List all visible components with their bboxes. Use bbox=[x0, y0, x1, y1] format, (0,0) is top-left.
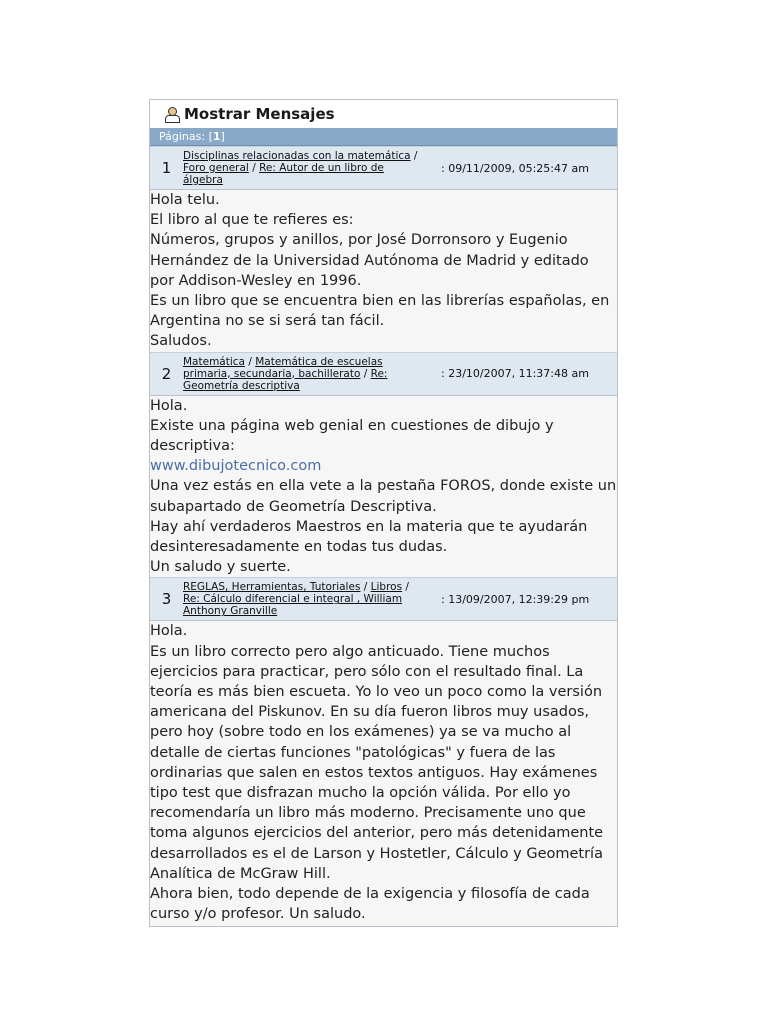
pagination-close: ] bbox=[220, 130, 225, 143]
post-date: : 09/11/2009, 05:25:47 am bbox=[441, 161, 589, 175]
post-header bbox=[150, 146, 617, 190]
post-line: Saludos. bbox=[150, 333, 212, 350]
pagination-label: Páginas: [ bbox=[159, 130, 213, 143]
breadcrumb-link-forum[interactable]: Foro general bbox=[183, 162, 249, 174]
post-line: Hola. bbox=[150, 623, 188, 640]
external-link[interactable]: www.dibujotecnico.com bbox=[150, 458, 322, 475]
post-date: : 13/09/2007, 12:39:29 pm bbox=[441, 592, 590, 606]
post-line: Es un libro que se encuentra bien en las librerías españolas, en Argentina no se si será tan fácil. bbox=[150, 293, 610, 330]
post-number: 1 bbox=[161, 159, 172, 177]
post-number: 3 bbox=[161, 590, 172, 609]
pagination-current-page[interactable]: 1 bbox=[212, 130, 221, 143]
post-number: 2 bbox=[161, 364, 172, 383]
breadcrumb-link-topic[interactable]: Re: Cálculo diferencial e integral , William Anthony Granville bbox=[183, 593, 403, 618]
post-line: Existe una página web genial en cuestiones de dibujo y descriptiva: bbox=[150, 417, 554, 455]
post-line: Hay ahí verdaderos Maestros en la materia que te ayudarán desinteresadamente en todas tus dudas. bbox=[150, 518, 588, 556]
post-breadcrumb: REGLAS, Herramientas, Tutoriales / Libros / Re: Cálculo diferencial e integral , William Anthony Granville bbox=[183, 581, 409, 618]
post-line: Ahora bien, todo depende de la exigencia y filosofía de cada curso y/o profesor. Un saludo. bbox=[150, 886, 590, 923]
breadcrumb-link-topic[interactable]: Re: Geometría descriptiva bbox=[183, 367, 388, 392]
user-icon bbox=[164, 106, 180, 122]
page-title: Mostrar Mensajes bbox=[184, 105, 335, 123]
post-breadcrumb: Matemática / Matemática de escuelas primaria, secundaria, bachillerato / Re: Geometría descriptiva bbox=[183, 355, 388, 392]
post-body bbox=[150, 621, 617, 924]
breadcrumb-link-forum[interactable]: Matemática de escuelas primaria, secundaria, bachillerato bbox=[183, 355, 383, 380]
post-line: Números, grupos y anillos, por José Dorronsoro y Eugenio Hernández de la Universidad Autónoma de Madrid y editado por Addison-Wesley en 1996. bbox=[150, 232, 589, 289]
breadcrumb-link-board[interactable]: Disciplinas relacionadas con la matemática bbox=[183, 150, 411, 162]
post-header bbox=[150, 577, 617, 621]
post-body bbox=[150, 396, 617, 578]
pagination-bar bbox=[150, 128, 617, 146]
post-line: Una vez estás en ella vete a la pestaña FOROS, donde existe un subapartado de Geometría Descriptiva. bbox=[150, 478, 617, 515]
post-line: Hola telu. bbox=[150, 192, 220, 208]
post-date: : 23/10/2007, 11:37:48 am bbox=[441, 367, 589, 381]
post-body bbox=[150, 190, 617, 352]
post-breadcrumb: Disciplinas relacionadas con la matemática / Foro general / Re: Autor de un libro de álgebra bbox=[183, 150, 418, 186]
breadcrumb-link-board[interactable]: Matemática bbox=[183, 355, 245, 368]
post-line: El libro al que te refieres es: bbox=[150, 212, 354, 229]
messages-panel bbox=[149, 99, 618, 927]
panel-header bbox=[150, 100, 617, 128]
post-line: Es un libro correcto pero algo anticuado. Tiene muchos ejercicios para practicar, pero sólo con el resultado final. La teoría es más bien escueta. Yo lo veo un poco como la versión americana del Piskunov. En su día fueron libros muy usados, pero hoy (sobre todo en los exámenes) ya se va mucho al detalle de ciertas funciones "patológicas" y fuera de las ordinarias que salen en estos textos antiguos. Hay exámenes tipo test que disfrazan mucho la opción válida. Por ello yo recomendaría un libro más moderno. Precisamente uno que toma algunos ejercicios del anterior, pero más detenidamente desarrollados es el de Larson y Hostetler, Cálculo y Geometría Analítica de McGraw Hill. bbox=[150, 643, 604, 882]
post-line: Hola. bbox=[150, 397, 188, 414]
breadcrumb-link-board[interactable]: REGLAS, Herramientas, Tutoriales bbox=[183, 581, 361, 594]
post-header bbox=[150, 352, 617, 396]
breadcrumb-link-forum[interactable]: Libros bbox=[370, 581, 403, 594]
breadcrumb-link-topic[interactable]: Re: Autor de un libro de álgebra bbox=[183, 162, 384, 186]
post-line: Un saludo y suerte. bbox=[150, 559, 291, 576]
